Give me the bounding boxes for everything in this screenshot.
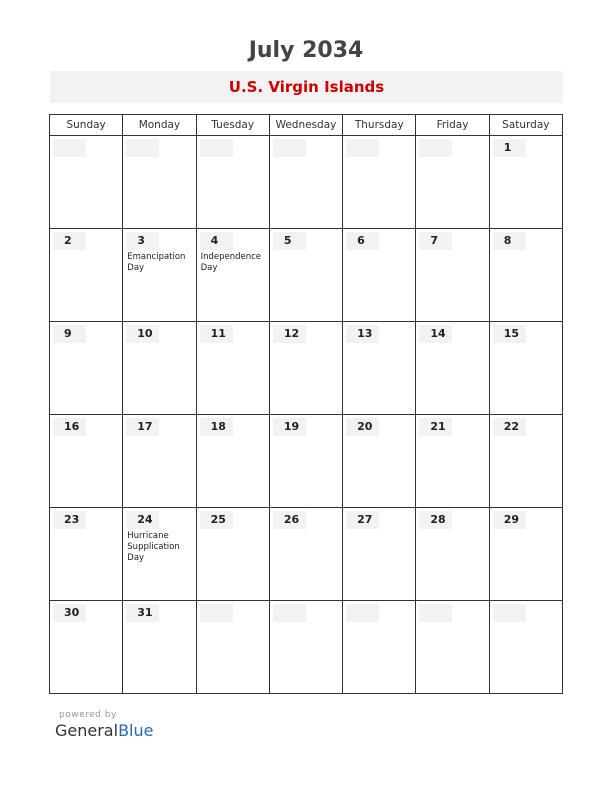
day-number: 26	[273, 511, 306, 529]
calendar-day-cell	[343, 415, 416, 508]
day-number	[126, 139, 159, 157]
calendar-day-cell	[489, 322, 562, 415]
day-number: 29	[493, 511, 526, 529]
day-number	[346, 604, 379, 622]
day-number: 18	[200, 418, 233, 436]
day-number: 1	[493, 139, 526, 157]
calendar-day-cell	[489, 136, 562, 229]
calendar-day-cell	[343, 601, 416, 694]
calendar-day-cell	[123, 508, 196, 601]
calendar-day-cell	[343, 508, 416, 601]
calendar-day-cell	[50, 601, 123, 694]
day-number: 7	[419, 232, 452, 250]
day-number: 11	[200, 325, 233, 343]
day-number	[53, 139, 86, 157]
region-subtitle: U.S. Virgin Islands	[228, 78, 385, 96]
calendar-day-cell	[123, 601, 196, 694]
day-number: 23	[53, 511, 86, 529]
calendar-body	[50, 136, 563, 694]
calendar-day-cell	[269, 229, 342, 322]
calendar-day-cell	[196, 136, 269, 229]
calendar-day-cell	[416, 415, 489, 508]
day-number: 27	[346, 511, 379, 529]
calendar-day-cell	[489, 508, 562, 601]
calendar-day-cell	[343, 322, 416, 415]
calendar-day-cell	[343, 136, 416, 229]
day-number: 13	[346, 325, 379, 343]
calendar-day-cell	[489, 415, 562, 508]
day-number: 2	[53, 232, 86, 250]
brand-logo	[55, 721, 153, 740]
day-number: 31	[126, 604, 159, 622]
day-number: 3	[126, 232, 159, 250]
calendar-day-cell	[123, 136, 196, 229]
calendar-day-cell	[196, 508, 269, 601]
calendar-day-cell	[416, 508, 489, 601]
calendar-week-row	[50, 601, 563, 694]
day-number	[493, 604, 526, 622]
day-number	[346, 139, 379, 157]
weekday-header: Tuesday	[196, 115, 269, 136]
day-number	[419, 139, 452, 157]
calendar-day-cell	[269, 601, 342, 694]
calendar-day-cell	[123, 229, 196, 322]
day-number: 16	[53, 418, 86, 436]
day-number: 19	[273, 418, 306, 436]
calendar-day-cell	[196, 322, 269, 415]
day-number: 25	[200, 511, 233, 529]
weekday-header: Thursday	[343, 115, 416, 136]
day-number: 10	[126, 325, 159, 343]
calendar-day-cell	[50, 322, 123, 415]
calendar-week-row	[50, 508, 563, 601]
calendar-week-row	[50, 322, 563, 415]
day-number: 28	[419, 511, 452, 529]
calendar-day-cell	[123, 322, 196, 415]
calendar-day-cell	[343, 229, 416, 322]
calendar-day-cell	[416, 229, 489, 322]
weekday-header: Friday	[416, 115, 489, 136]
holiday-label: Emancipation Day	[127, 252, 186, 273]
day-number	[273, 604, 306, 622]
day-number: 6	[346, 232, 379, 250]
calendar-week-row	[50, 229, 563, 322]
weekday-header: Monday	[123, 115, 196, 136]
day-number: 24	[126, 511, 159, 529]
calendar-day-cell	[50, 415, 123, 508]
day-number: 17	[126, 418, 159, 436]
calendar-day-cell	[123, 415, 196, 508]
calendar-day-cell	[269, 415, 342, 508]
day-number: 8	[493, 232, 526, 250]
calendar-day-cell	[196, 601, 269, 694]
calendar-day-cell	[489, 601, 562, 694]
calendar-day-cell	[489, 229, 562, 322]
day-number: 15	[493, 325, 526, 343]
day-number: 20	[346, 418, 379, 436]
calendar-day-cell	[269, 136, 342, 229]
day-number: 22	[493, 418, 526, 436]
calendar-grid	[49, 114, 563, 694]
day-number	[200, 604, 233, 622]
holiday-label: Independence Day	[200, 252, 262, 273]
day-number: 5	[273, 232, 306, 250]
calendar-day-cell	[416, 601, 489, 694]
calendar-day-cell	[416, 136, 489, 229]
calendar-day-cell	[269, 508, 342, 601]
weekday-header: Sunday	[50, 115, 123, 136]
calendar-day-cell	[50, 136, 123, 229]
calendar-day-cell	[50, 229, 123, 322]
holiday-label: Hurricane Supplication Day	[127, 531, 180, 563]
day-number: 21	[419, 418, 452, 436]
calendar-week-row	[50, 415, 563, 508]
calendar-week-row	[50, 136, 563, 229]
weekday-header: Saturday	[489, 115, 562, 136]
weekday-header: Wednesday	[269, 115, 342, 136]
subtitle-bar	[50, 71, 563, 103]
day-number: 9	[53, 325, 86, 343]
powered-by-text: powered by	[59, 710, 117, 720]
day-number: 30	[53, 604, 86, 622]
calendar-day-cell	[196, 415, 269, 508]
day-number: 14	[419, 325, 452, 343]
day-number	[200, 139, 233, 157]
calendar-day-cell	[416, 322, 489, 415]
calendar-day-cell	[269, 322, 342, 415]
day-number	[419, 604, 452, 622]
page-title: July 2034	[248, 38, 364, 63]
calendar-day-cell	[50, 508, 123, 601]
brand-general: General	[55, 721, 119, 740]
brand-blue: Blue	[118, 721, 154, 740]
day-number	[273, 139, 306, 157]
calendar-day-cell	[196, 229, 269, 322]
weekday-header-row	[50, 115, 563, 136]
day-number: 12	[273, 325, 306, 343]
day-number: 4	[200, 232, 233, 250]
